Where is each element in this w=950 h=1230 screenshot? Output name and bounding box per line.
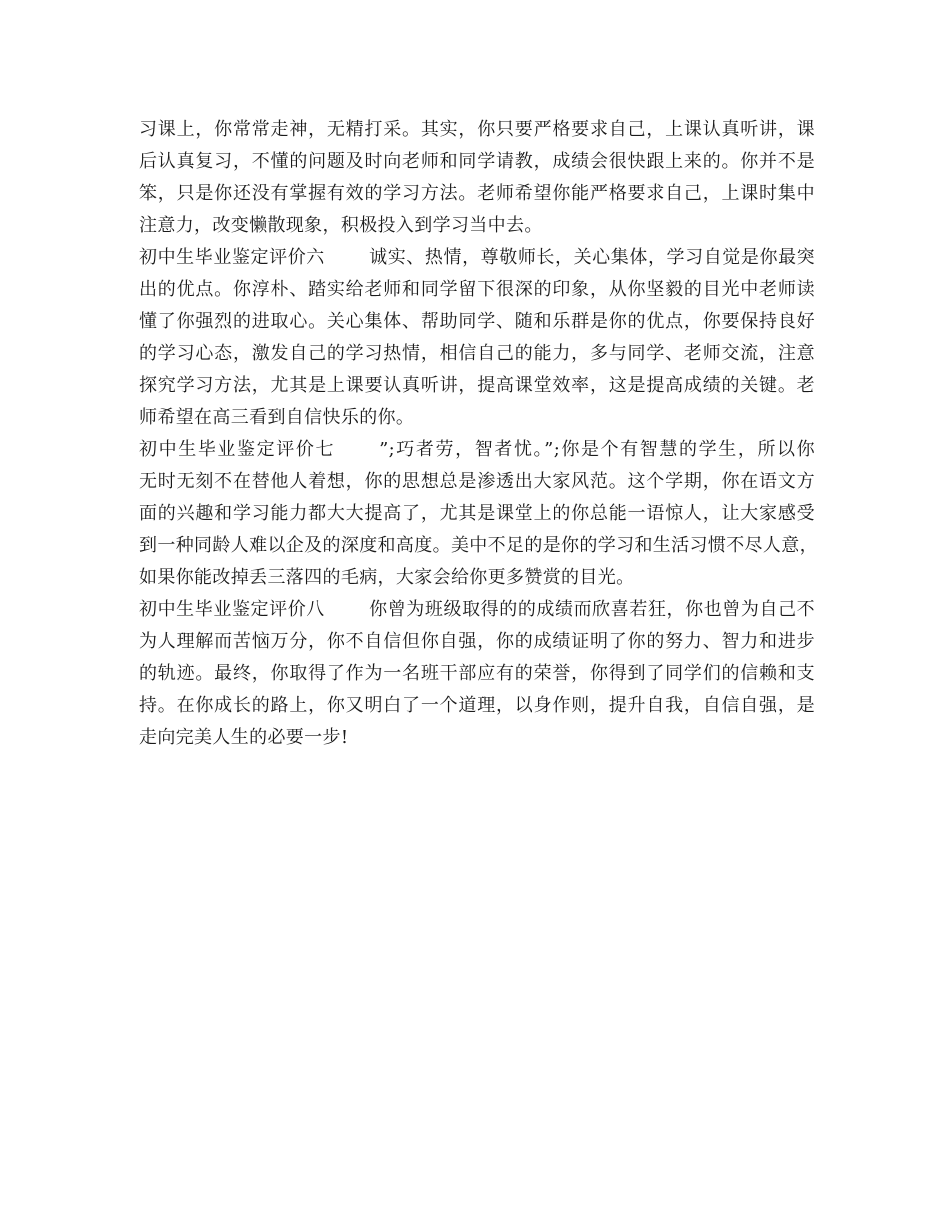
text-line: 的轨迹。最终，你取得了作为一名班干部应有的荣誉，你得到了同学们的信赖和支: [139, 663, 815, 684]
text-line: 面的兴趣和学习能力都大大提高了，尤其是课堂上的你总能一语惊人，让大家感受: [139, 503, 815, 524]
text-line: 到一种同龄人难以企及的深度和高度。美中不足的是你的学习和生活习惯不尽人意，: [139, 535, 818, 556]
section-heading: 初中生毕业鉴定评价八: [139, 599, 325, 620]
text-line: 后认真复习，不懂的问题及时向老师和同学请教，成绩会很快跟上来的。你并不是: [139, 151, 815, 172]
section-first-text: 你曾为班级取得的的成绩而欣喜若狂，你也曾为自己不: [368, 599, 816, 620]
text-line: 出的优点。你淳朴、踏实给老师和同学留下很深的印象，从你坚毅的目光中老师读: [139, 279, 815, 300]
section-evaluation-8: [139, 594, 815, 754]
text-line: 为人理解而苦恼万分，你不自信但你自强，你的成绩证明了你的努力、智力和进步: [139, 631, 815, 652]
section-heading-line: [139, 594, 815, 626]
section-evaluation-6: [139, 242, 815, 434]
text-line: 懂了你强烈的进取心。关心集体、帮助同学、随和乐群是你的优点，你要保持良好: [139, 311, 815, 332]
text-line: 持。在你成长的路上，你又明白了一个道理，以身作则，提升自我，自信自强，是: [139, 695, 815, 716]
section-evaluation-7: [139, 434, 818, 594]
section-heading: 初中生毕业鉴定评价七: [139, 439, 336, 460]
intro-paragraph: [139, 114, 815, 242]
text-line: 无时无刻不在替他人着想，你的思想总是渗透出大家风范。这个学期，你在语文方: [139, 471, 815, 492]
text-line: 师希望在高三看到自信快乐的你。: [139, 407, 415, 428]
text-line: 如果你能改掉丢三落四的毛病，大家会给你更多赞赏的目光。: [139, 567, 635, 588]
section-heading-line: [139, 434, 815, 466]
document-page: [139, 114, 818, 754]
text-line: 走向完美人生的必要一步!: [139, 727, 349, 748]
text-line: 笨，只是你还没有掌握有效的学习方法。老师希望你能严格要求自己，上课时集中: [139, 183, 815, 204]
text-line: 的学习心态，激发自己的学习热情，相信自己的能力，多与同学、老师交流，注意: [139, 343, 815, 364]
text-line: 注意力，改变懒散现象，积极投入到学习当中去。: [139, 215, 543, 236]
section-first-text: ”;巧者劳，智者忧。”;你是个有智慧的学生，所以你: [379, 439, 816, 460]
text-line: 探究学习方法，尤其是上课要认真听讲，提高课堂效率，这是提高成绩的关键。老: [139, 375, 815, 396]
section-heading: 初中生毕业鉴定评价六: [139, 247, 325, 268]
section-first-text: 诚实、热情，尊敬师长，关心集体，学习自觉是你最突: [368, 247, 816, 268]
section-heading-line: [139, 242, 815, 274]
text-line: 习课上，你常常走神，无精打采。其实，你只要严格要求自己，上课认真听讲，课: [139, 119, 815, 140]
